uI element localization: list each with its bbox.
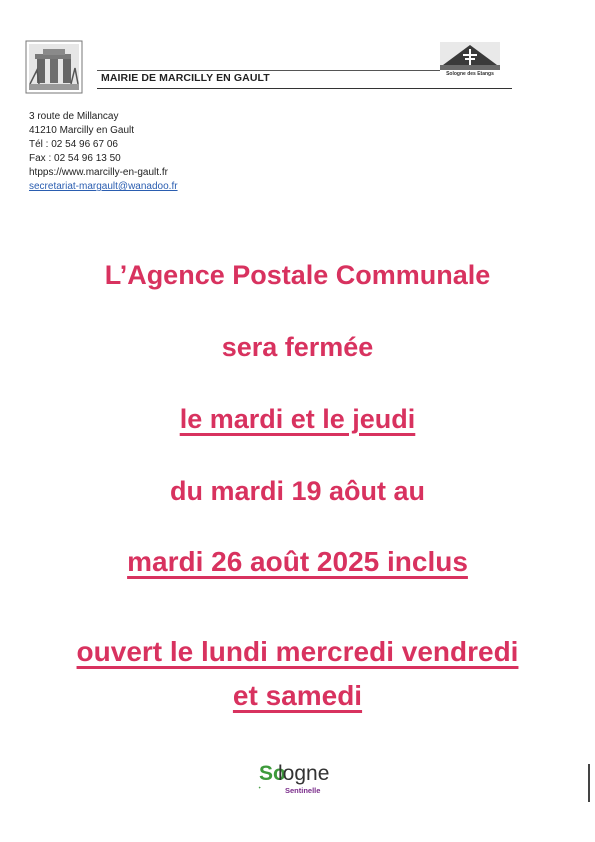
address-street: 3 route de Millancay (29, 111, 119, 122)
mairie-title: MAIRIE DE MARCILLY EN GAULT (101, 72, 270, 84)
logo-right-caption: Sologne des Étangs (446, 71, 494, 77)
announcement-open-days-2 (0, 680, 595, 712)
address-phone: Tél : 02 54 96 67 06 (29, 139, 118, 150)
announcement-title: L’Agence Postale Communale (104, 260, 491, 290)
announcement-open-days-2-text: et samedi (232, 680, 363, 711)
commune-logo (25, 40, 83, 94)
header-rule-top (97, 70, 440, 71)
address-fax: Fax : 02 54 96 13 50 (29, 153, 121, 164)
announcement-open-days-text: ouvert le lundi mercredi vendredi (76, 636, 519, 667)
announcement-closed: sera fermée (221, 332, 374, 362)
sologne-logo-rest: logne (278, 762, 330, 785)
announcement-open-days (0, 636, 595, 668)
announcement-until (0, 546, 595, 578)
announcement-days (0, 404, 595, 435)
announcement-until-text: mardi 26 août 2025 inclus (127, 546, 468, 577)
announcement-from: du mardi 19 aôut au (169, 476, 426, 506)
sologne-logo-mark: ✦ (258, 785, 262, 790)
scan-edge-mark (588, 764, 590, 802)
header-rule-bottom (97, 88, 512, 89)
sologne-logo-subtitle: Sentinelle (285, 786, 321, 795)
announcement-days-text: le mardi et le jeudi (179, 404, 416, 434)
address-email-link[interactable]: secretariat-margault@wanadoo.fr (29, 181, 178, 192)
address-city: 41210 Marcilly en Gault (29, 125, 135, 136)
sologne-logo-so: So (259, 762, 286, 785)
address-website[interactable]: htpps://www.marcilly-en-gault.fr (29, 167, 168, 178)
